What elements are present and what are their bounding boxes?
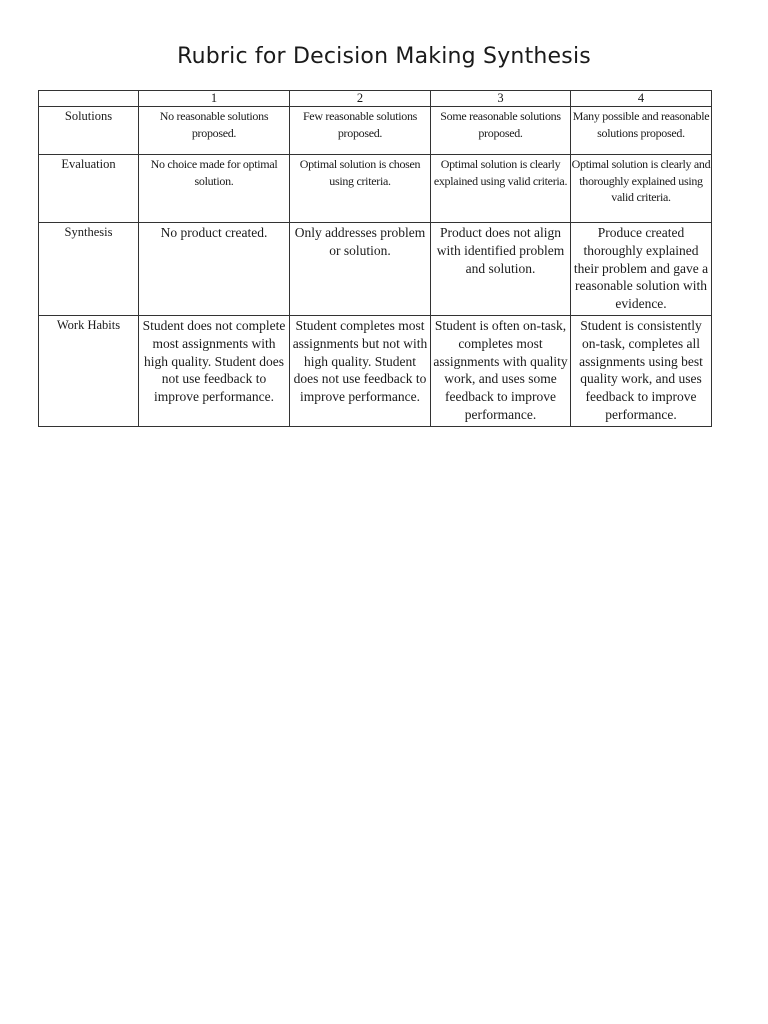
- cell-solutions-3: Some reasonable solutions proposed.: [431, 107, 571, 155]
- cell-evaluation-1: No choice made for optimal solution.: [139, 155, 290, 223]
- row-label-synthesis: Synthesis: [39, 223, 139, 316]
- cell-evaluation-4: Optimal solution is clearly and thoroughly explained using valid criteria.: [571, 155, 712, 223]
- cell-work-habits-4: Student is consistently on-task, completes all assignments using best quality work, and uses feedback to improve performance.: [571, 315, 712, 426]
- cell-synthesis-3: Product does not align with identified problem and solution.: [431, 223, 571, 316]
- row-label-solutions: Solutions: [39, 107, 139, 155]
- cell-evaluation-3: Optimal solution is clearly explained using valid criteria.: [431, 155, 571, 223]
- table-row-synthesis: [39, 223, 712, 316]
- table-row-solutions: [39, 107, 712, 155]
- header-cell-score-4: 4: [571, 91, 712, 107]
- cell-synthesis-2: Only addresses problem or solution.: [290, 223, 431, 316]
- cell-work-habits-2: Student completes most assignments but not with high quality. Student does not use feedback to improve performance.: [290, 315, 431, 426]
- table-header-row: [39, 91, 712, 107]
- cell-solutions-1: No reasonable solutions proposed.: [139, 107, 290, 155]
- cell-solutions-4: Many possible and reasonable solutions proposed.: [571, 107, 712, 155]
- cell-evaluation-2: Optimal solution is chosen using criteria.: [290, 155, 431, 223]
- cell-work-habits-1: Student does not complete most assignments with high quality. Student does not use feedback to improve performance.: [139, 315, 290, 426]
- row-label-evaluation: Evaluation: [39, 155, 139, 223]
- cell-synthesis-1: No product created.: [139, 223, 290, 316]
- cell-work-habits-3: Student is often on-task, completes most assignments with quality work, and uses some feedback to improve performance.: [431, 315, 571, 426]
- cell-solutions-2: Few reasonable solutions proposed.: [290, 107, 431, 155]
- header-cell-score-3: 3: [431, 91, 571, 107]
- header-cell-score-1: 1: [139, 91, 290, 107]
- page-title: Rubric for Decision Making Synthesis: [177, 44, 591, 69]
- header-cell-score-2: 2: [290, 91, 431, 107]
- header-cell-blank: [39, 91, 139, 107]
- row-label-work-habits: Work Habits: [39, 315, 139, 426]
- table-row-evaluation: [39, 155, 712, 223]
- rubric-table: [38, 90, 712, 427]
- cell-synthesis-4: Produce created thoroughly explained their problem and gave a reasonable solution with evidence.: [571, 223, 712, 316]
- table-row-work-habits: [39, 315, 712, 426]
